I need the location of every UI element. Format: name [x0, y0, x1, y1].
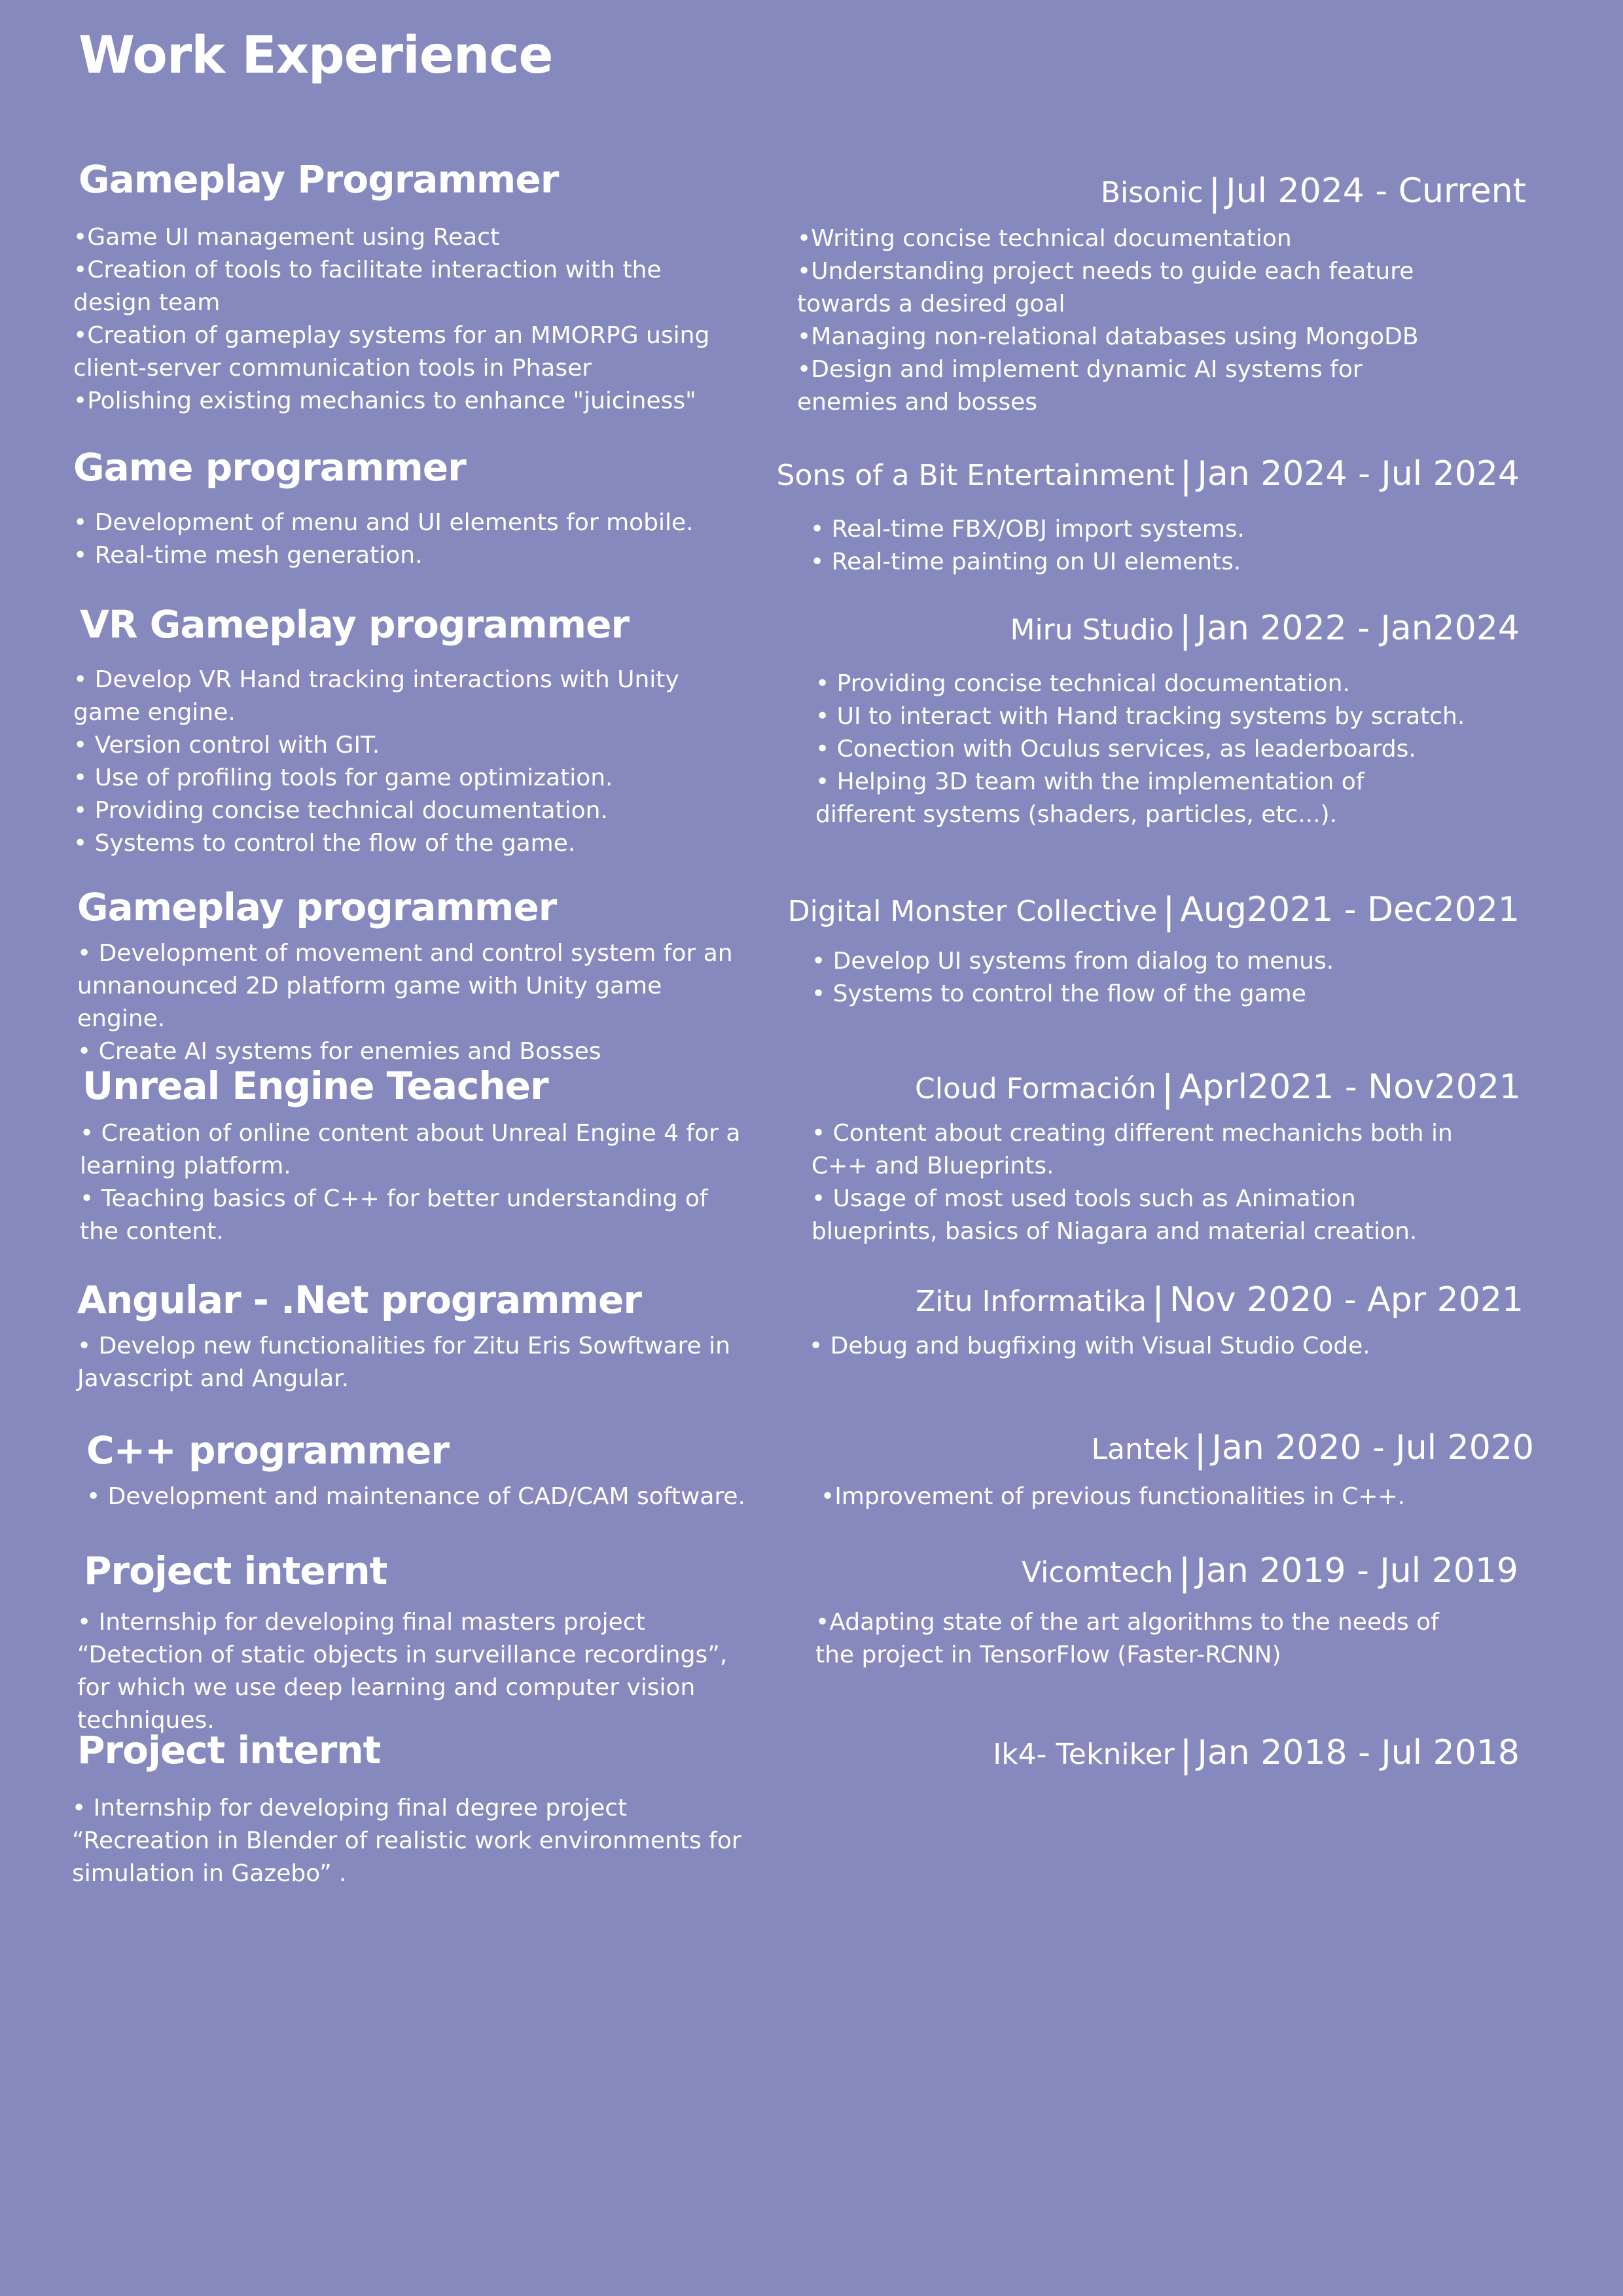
job-dates: Aprl2021 - Nov2021 — [1179, 1067, 1521, 1107]
separator: | — [1179, 454, 1192, 497]
bullet: • Real-time painting on UI elements. — [810, 548, 1241, 575]
right-bullets — [815, 1606, 1463, 1672]
job-company: Miru Studio — [1010, 613, 1174, 647]
left-bullets — [72, 1792, 753, 1890]
bullet: • UI to interact with Hand tracking systems by scratch. — [815, 703, 1465, 730]
right-bullets — [812, 1117, 1472, 1248]
job-dates: Nov 2020 - Apr 2021 — [1169, 1280, 1524, 1319]
bullet: •Improvement of previous functionalities in C++. — [821, 1483, 1406, 1510]
bullet: • Develop new functionalities for Zitu Eris Sowftware in Javascript and Angular. — [77, 1333, 730, 1392]
bullet: • Development of menu and UI elements for mobile. — [73, 509, 694, 536]
job-company-dates — [915, 1067, 1521, 1110]
bullet: • Conection with Oculus services, as leaderboards. — [815, 736, 1416, 762]
right-bullets — [810, 513, 1471, 579]
separator: | — [1152, 1280, 1164, 1323]
bullet: • Development of movement and control system for an unnanounced 2D platform game with Unity game engine. — [77, 940, 733, 1032]
job-dates: Aug2021 - Dec2021 — [1180, 890, 1520, 929]
page-title: Work Experience — [79, 26, 553, 85]
job-dates: Jul 2024 - Current — [1226, 171, 1526, 211]
bullet: • Providing concise technical documentation. — [73, 797, 608, 824]
job-role: Angular - .Net programmer — [77, 1278, 641, 1322]
bullet: • Debug and bugfixing with Visual Studio Code. — [809, 1333, 1370, 1359]
left-bullets — [77, 1330, 738, 1395]
job-company-dates — [993, 1733, 1520, 1776]
left-bullets — [86, 1480, 747, 1513]
left-bullets — [77, 937, 738, 1068]
left-bullets — [73, 664, 734, 860]
right-bullets — [809, 1330, 1470, 1363]
separator: | — [1161, 1067, 1174, 1110]
bullet: • Development and maintenance of CAD/CAM software. — [86, 1483, 745, 1510]
job-dates: Jan 2020 - Jul 2020 — [1211, 1428, 1534, 1467]
job-company-dates — [1022, 1551, 1518, 1594]
bullet: • Helping 3D team with the implementation of different systems (shaders, particles, etc...). — [815, 768, 1364, 828]
right-bullets — [815, 668, 1470, 831]
bullet: •Game UI management using React — [73, 224, 500, 251]
job-company-dates — [777, 454, 1520, 497]
bullet: • Use of profiling tools for game optimization. — [73, 764, 613, 791]
bullet: • Teaching basics of C++ for better understanding of the content. — [80, 1185, 708, 1245]
bullet: • Internship for developing final degree project “Recreation in Blender of realistic work environments for simulation in Gazebo” . — [72, 1795, 741, 1887]
right-bullets — [812, 945, 1472, 1011]
bullet: •Design and implement dynamic AI systems for enemies and bosses — [797, 356, 1363, 416]
bullet: • Version control with GIT. — [73, 732, 380, 759]
job-company: Vicomtech — [1021, 1556, 1173, 1589]
bullet: • Real-time mesh generation. — [73, 542, 423, 569]
job-company-dates — [1092, 1428, 1535, 1471]
job-dates: Jan 2018 - Jul 2018 — [1197, 1733, 1520, 1772]
bullet: •Understanding project needs to guide each feature towards a desired goal — [797, 258, 1414, 317]
job-company-dates — [916, 1280, 1524, 1323]
job-company: Zitu Informatika — [916, 1285, 1147, 1318]
bullet: • Develop VR Hand tracking interactions with Unity game engine. — [73, 666, 679, 726]
right-bullets — [797, 223, 1452, 419]
job-role: Gameplay programmer — [77, 885, 557, 929]
left-bullets — [77, 1606, 751, 1737]
job-dates: Jan 2019 - Jul 2019 — [1196, 1551, 1518, 1590]
bullet: • Internship for developing final masters project “Detection of static objects in surveillance recordings”, for which we use deep learning and computer vision techniques. — [77, 1609, 728, 1734]
job-company: Lantek — [1091, 1433, 1189, 1466]
separator: | — [1179, 609, 1192, 651]
bullet: • Systems to control the flow of the game — [812, 980, 1306, 1007]
separator: | — [1179, 1733, 1192, 1776]
job-role: Unreal Engine Teacher — [82, 1064, 548, 1108]
job-company-dates — [1101, 171, 1526, 214]
separator: | — [1162, 890, 1175, 933]
job-company-dates — [788, 890, 1520, 933]
bullet: • Create AI systems for enemies and Bosses — [77, 1038, 601, 1065]
job-role: Game programmer — [73, 445, 466, 490]
job-role: VR Gameplay programmer — [80, 602, 630, 647]
left-bullets — [73, 221, 728, 418]
job-company: Sons of a Bit Entertainment — [776, 459, 1175, 492]
job-dates: Jan 2024 - Jul 2024 — [1197, 454, 1520, 493]
job-role: Project internt — [84, 1549, 387, 1593]
bullet: • Real-time FBX/OBJ import systems. — [810, 516, 1245, 543]
bullet: • Creation of online content about Unreal Engine 4 for a learning platform. — [80, 1120, 741, 1179]
job-role: C++ programmer — [86, 1428, 449, 1473]
bullet: • Develop UI systems from dialog to menus. — [812, 948, 1334, 975]
bullet: •Adapting state of the art algorithms to the needs of the project in TensorFlow (Faster-RCNN) — [815, 1609, 1439, 1668]
bullet: • Usage of most used tools such as Animation blueprints, basics of Niagara and material creation. — [812, 1185, 1418, 1245]
bullet: •Writing concise technical documentation — [797, 225, 1292, 252]
separator: | — [1178, 1551, 1191, 1594]
job-dates: Jan 2022 - Jan2024 — [1196, 609, 1520, 648]
job-company-dates — [1010, 609, 1520, 651]
bullet: • Content about creating different mechanichs both in C++ and Blueprints. — [812, 1120, 1453, 1179]
bullet: •Polishing existing mechanics to enhance "juiciness" — [73, 387, 696, 414]
bullet: •Creation of tools to facilitate interaction with the design team — [73, 257, 662, 316]
left-bullets — [80, 1117, 741, 1248]
job-company: Ik4- Tekniker — [993, 1738, 1175, 1771]
job-role: Gameplay Programmer — [79, 157, 559, 202]
bullet: • Systems to control the flow of the game. — [73, 830, 576, 857]
job-role: Project internt — [77, 1728, 381, 1772]
bullet: • Providing concise technical documentation. — [815, 670, 1350, 697]
job-company: Bisonic — [1100, 176, 1204, 209]
left-bullets — [73, 507, 734, 572]
bullet: •Managing non-relational databases using MongoDB — [797, 323, 1419, 350]
separator: | — [1208, 171, 1221, 214]
job-company: Digital Monster Collective — [787, 895, 1158, 928]
job-company: Cloud Formación — [915, 1072, 1156, 1105]
bullet: •Creation of gameplay systems for an MMORPG using client-server communication tools in Phaser — [73, 322, 710, 382]
right-bullets — [821, 1480, 1482, 1513]
separator: | — [1194, 1428, 1207, 1471]
